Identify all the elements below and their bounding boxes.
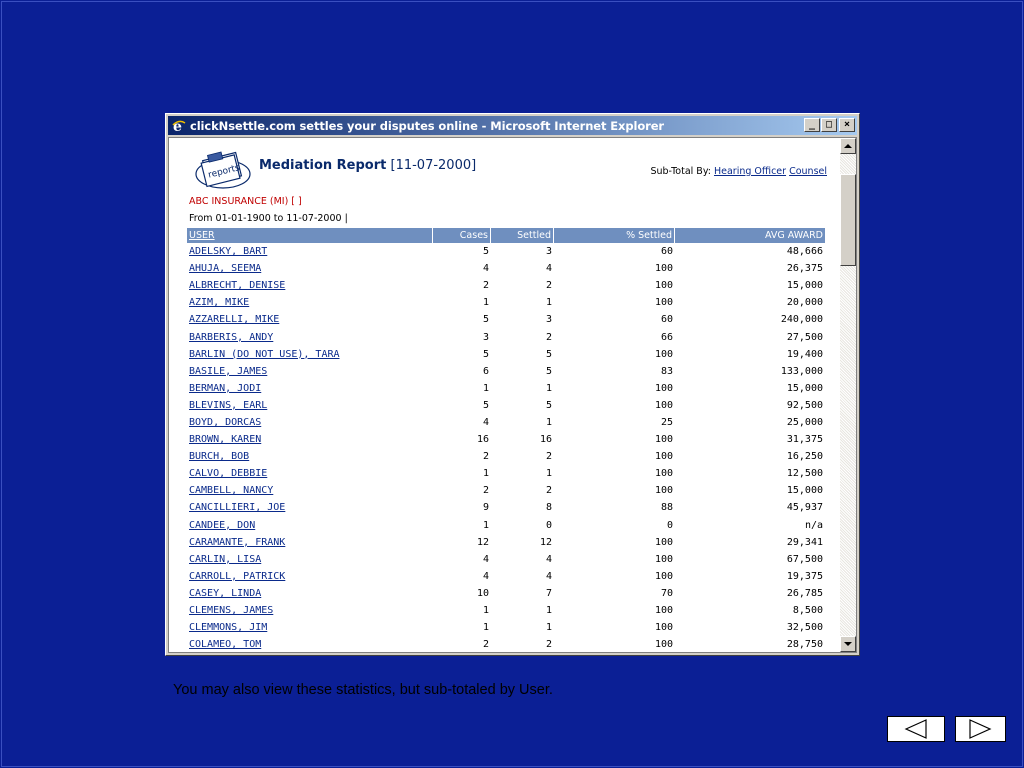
cell-user [187,260,433,277]
user-link[interactable]: CASEY, LINDA [189,587,262,599]
user-link[interactable]: BROWN, KAREN [189,434,262,446]
table-row [187,243,825,260]
user-link[interactable]: CLEMENS, JAMES [189,605,274,617]
cell-settled: 2 [545,451,552,463]
cell-percent-settled: 60 [660,246,673,258]
table-row [187,294,825,311]
cell-avg-award: 67,500 [786,553,823,565]
cell-user [187,517,433,534]
cell-user [187,380,433,397]
cell-user [187,431,433,448]
cell-percent-settled: 100 [654,536,673,548]
cell-percent-settled: 100 [654,553,673,565]
scroll-up-button[interactable] [840,138,856,154]
reports-logo [193,146,253,190]
user-link[interactable]: BASILE, JAMES [189,365,268,377]
table-row [187,517,825,534]
table-row [187,568,825,585]
cell-percent-settled: 0 [666,519,673,531]
cell-user [187,585,433,602]
table-row [187,346,825,363]
cell-percent-settled: 88 [660,502,673,514]
cell-percent-settled: 100 [654,399,673,411]
cell-user [187,551,433,568]
report-page [169,138,841,653]
table-row [187,431,825,448]
column-header-cases: Cases [433,228,491,243]
report-title-text: Mediation Report [259,158,387,173]
date-range: From 01-01-1900 to 11-07-2000 | [189,213,348,224]
cell-percent-settled: 66 [660,331,673,343]
scroll-thumb[interactable] [840,174,856,266]
table-row [187,328,825,345]
cell-cases: 2 [482,639,489,651]
cell-user [187,448,433,465]
user-link[interactable]: CAMBELL, NANCY [189,485,274,497]
cell-avg-award: 26,375 [786,263,823,275]
cell-user [187,243,433,260]
user-link[interactable]: CANDEE, DON [189,519,256,531]
cell-user [187,397,433,414]
cell-settled: 4 [545,570,552,582]
cell-avg-award: n/a [804,519,823,531]
cell-settled: 5 [545,365,552,377]
cell-avg-award: 28,750 [786,639,823,651]
cell-percent-settled: 100 [654,639,673,651]
cell-avg-award: 15,000 [786,485,823,497]
table-row [187,499,825,516]
maximize-button[interactable]: □ [821,118,837,132]
table-row [187,534,825,551]
user-link[interactable]: BARBERIS, ANDY [189,331,274,343]
scroll-down-button[interactable] [840,636,856,652]
table-row [187,619,825,636]
cell-cases: 1 [482,622,489,634]
cell-user [187,346,433,363]
left-arrow-icon [888,717,944,741]
cell-settled: 3 [545,314,552,326]
cell-cases: 1 [482,605,489,617]
cell-avg-award: 240,000 [780,314,823,326]
cell-cases: 6 [482,365,489,377]
user-link[interactable]: ALBRECHT, DENISE [189,280,286,292]
table-body [187,243,825,653]
cell-settled: 1 [545,416,552,428]
cell-avg-award: 48,666 [786,246,823,258]
cell-user [187,619,433,636]
cell-user [187,534,433,551]
cell-cases: 10 [476,587,489,599]
cell-cases: 5 [482,314,489,326]
cell-settled: 3 [545,246,552,258]
cell-cases: 5 [482,348,489,360]
browser-content [168,137,857,653]
cell-settled: 2 [545,639,552,651]
cell-cases: 2 [482,485,489,497]
user-link[interactable]: CARLIN, LISA [189,553,262,565]
cell-avg-award: 29,341 [786,536,823,548]
previous-slide-button[interactable] [887,716,945,742]
cell-settled: 1 [545,382,552,394]
cell-avg-award: 8,500 [792,605,823,617]
cell-settled: 2 [545,485,552,497]
cell-cases: 1 [482,468,489,480]
user-link[interactable]: COLAMEO, TOM [189,639,262,651]
cell-user [187,311,433,328]
cell-user [187,636,433,653]
cell-percent-settled: 83 [660,365,673,377]
cell-user [187,414,433,431]
cell-settled: 1 [545,622,552,634]
table-header-row [187,228,825,243]
table-row [187,482,825,499]
cell-user [187,482,433,499]
cell-percent-settled: 100 [654,280,673,292]
cell-avg-award: 32,500 [786,622,823,634]
cell-settled: 4 [545,263,552,275]
user-link[interactable]: CANCILLIERI, JOE [189,502,286,514]
column-header-user[interactable]: USER [187,228,433,243]
cell-cases: 1 [482,382,489,394]
cell-settled: 1 [545,297,552,309]
cell-settled: 1 [545,468,552,480]
cell-percent-settled: 100 [654,451,673,463]
cell-avg-award: 27,500 [786,331,823,343]
cell-user [187,499,433,516]
cell-avg-award: 45,937 [786,502,823,514]
user-link[interactable]: BURCH, BOB [189,451,250,463]
cell-avg-award: 20,000 [786,297,823,309]
vertical-scrollbar[interactable] [840,138,856,652]
cell-avg-award: 12,500 [786,468,823,480]
cell-cases: 3 [482,331,489,343]
user-link[interactable]: AHUJA, SEEMA [189,263,262,275]
user-link[interactable]: CALVO, DEBBIE [189,468,268,480]
table-row [187,277,825,294]
window-controls [803,118,855,132]
cell-percent-settled: 100 [654,263,673,275]
cell-avg-award: 19,400 [786,348,823,360]
user-link[interactable]: BERMAN, JODI [189,382,262,394]
cell-percent-settled: 100 [654,468,673,480]
cell-settled: 16 [539,434,552,446]
table-row [187,397,825,414]
table-row [187,414,825,431]
cell-cases: 1 [482,297,489,309]
user-link[interactable]: BARLIN (DO NOT USE), TARA [189,348,340,360]
cell-percent-settled: 100 [654,485,673,497]
user-link[interactable]: AZIM, MIKE [189,297,250,309]
subtotal-link-counsel[interactable]: Counsel [789,166,827,177]
close-button[interactable]: × [839,118,855,132]
cell-cases: 4 [482,416,489,428]
cell-cases: 16 [476,434,489,446]
report-header [193,146,833,190]
cell-cases: 12 [476,536,489,548]
column-header-avg-award: AVG AWARD [675,228,825,243]
cell-avg-award: 26,785 [786,587,823,599]
window-title: clickNsettle.com settles your disputes online - Microsoft Internet Explorer [190,118,664,133]
cell-settled: 5 [545,399,552,411]
cell-cases: 5 [482,399,489,411]
cell-user [187,328,433,345]
column-header-percent-settled: % Settled [554,228,675,243]
window-titlebar[interactable] [168,116,857,135]
cell-percent-settled: 60 [660,314,673,326]
user-link[interactable]: CARROLL, PATRICK [189,570,286,582]
cell-user [187,602,433,619]
table-row [187,448,825,465]
browser-window [165,113,860,656]
cell-avg-award: 19,375 [786,570,823,582]
cell-avg-award: 15,000 [786,280,823,292]
cell-cases: 4 [482,553,489,565]
cell-cases: 2 [482,280,489,292]
cell-avg-award: 15,000 [786,382,823,394]
cell-user [187,568,433,585]
reports-logo-text: reports [207,163,241,181]
cell-cases: 4 [482,570,489,582]
table-row [187,311,825,328]
report-date: [11-07-2000] [390,158,477,173]
cell-avg-award: 133,000 [780,365,823,377]
user-link[interactable]: CLEMMONS, JIM [189,622,268,634]
cell-cases: 9 [482,502,489,514]
user-link[interactable]: BOYD, DORCAS [189,416,262,428]
user-link[interactable]: ADELSKY, BART [189,246,268,258]
right-arrow-icon [956,717,1005,741]
cell-percent-settled: 25 [660,416,673,428]
cell-percent-settled: 100 [654,382,673,394]
cell-user [187,294,433,311]
subtotal-by [650,166,827,177]
cell-settled: 1 [545,605,552,617]
company-name: ABC INSURANCE (MI) [ ] [189,196,302,207]
cell-avg-award: 31,375 [786,434,823,446]
table-row [187,380,825,397]
subtotal-label: Sub-Total By: [650,166,711,177]
internet-explorer-icon [172,119,186,133]
report-title [259,158,476,173]
cell-cases: 2 [482,451,489,463]
table-row [187,551,825,568]
cell-settled: 2 [545,280,552,292]
cell-percent-settled: 100 [654,297,673,309]
cell-settled: 8 [545,502,552,514]
table-row [187,465,825,482]
cell-avg-award: 25,000 [786,416,823,428]
cell-percent-settled: 100 [654,570,673,582]
cell-settled: 2 [545,331,552,343]
cell-settled: 5 [545,348,552,360]
next-slide-button[interactable] [955,716,1006,742]
table-row [187,602,825,619]
table-row [187,260,825,277]
cell-settled: 7 [545,587,552,599]
cell-settled: 0 [545,519,552,531]
cell-user [187,465,433,482]
cell-cases: 4 [482,263,489,275]
cell-user [187,277,433,294]
user-link[interactable]: BLEVINS, EARL [189,399,268,411]
cell-percent-settled: 100 [654,434,673,446]
cell-avg-award: 16,250 [786,451,823,463]
cell-settled: 4 [545,553,552,565]
report-table [187,228,825,653]
user-link[interactable]: AZZARELLI, MIKE [189,314,280,326]
svg-text:e: e [173,118,182,133]
cell-user [187,363,433,380]
cell-percent-settled: 100 [654,622,673,634]
subtotal-link-hearing-officer[interactable]: Hearing Officer [713,166,787,177]
cell-percent-settled: 70 [660,587,673,599]
cell-percent-settled: 100 [654,605,673,617]
column-header-settled: Settled [491,228,554,243]
slide-caption: You may also view these statistics, but sub-totaled by User. [173,682,553,698]
cell-cases: 5 [482,246,489,258]
table-row [187,636,825,653]
cell-avg-award: 92,500 [786,399,823,411]
table-row [187,585,825,602]
cell-cases: 1 [482,519,489,531]
table-row [187,363,825,380]
minimize-button[interactable]: _ [804,118,820,132]
cell-percent-settled: 100 [654,348,673,360]
user-link[interactable]: CARAMANTE, FRANK [189,536,286,548]
cell-settled: 12 [539,536,552,548]
